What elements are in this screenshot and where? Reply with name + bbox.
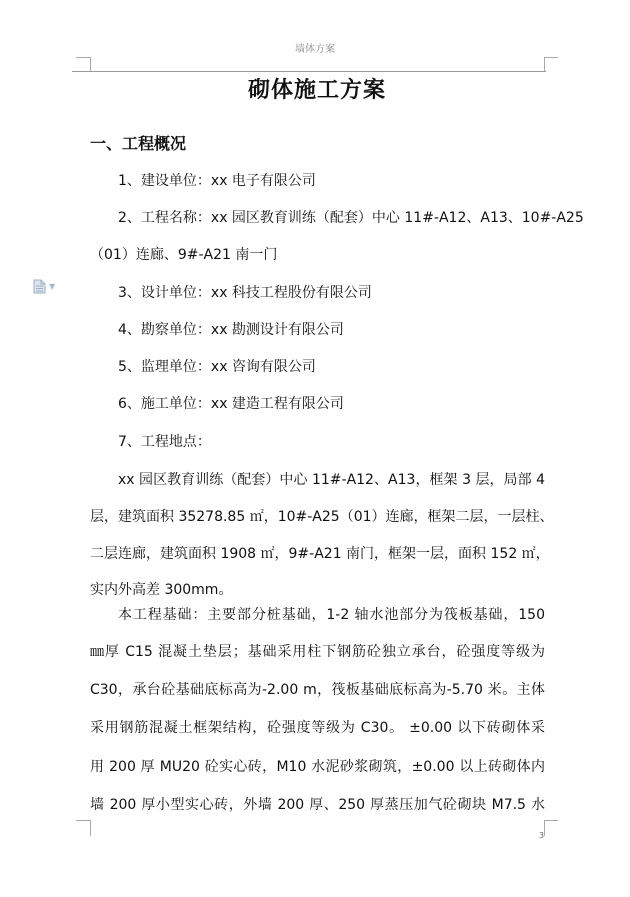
body-line: 本工程基础：主要部分桩基础，1-2 轴水池部分为筏板基础，150 xyxy=(118,607,545,623)
body-line: 7、工程地点： xyxy=(118,434,211,450)
crop-mark-bottom-right xyxy=(544,820,545,836)
crop-mark-bottom-right xyxy=(544,820,558,821)
crop-mark-bottom-left xyxy=(90,820,91,836)
section-heading: 一、工程概况 xyxy=(90,134,187,153)
crop-mark-top-right xyxy=(544,57,558,58)
body-line: 2、工程名称：xx 园区教育训练（配套）中心 11#-A12、A13、10#-A25 xyxy=(118,210,584,226)
body-line: 1、建设单位：xx 电子有限公司 xyxy=(118,173,316,189)
body-line: 4、勘察单位：xx 勘测设计有限公司 xyxy=(118,322,344,338)
body-line: 层，建筑面积 35278.85 ㎡，10#-A25（01）连廊，框架二层，一层柱、 xyxy=(90,509,554,525)
body-line: xx 园区教育训练（配套）中心 11#-A12、A13，框架 3 层，局部 4 xyxy=(118,472,545,488)
header-rule xyxy=(72,71,546,72)
crop-mark-top-left xyxy=(76,57,90,58)
body-line: C30，承台砼基础底标高为-2.00 m，筏板基础底标高为-5.70 米。主体 xyxy=(90,682,545,698)
document-icon xyxy=(33,279,46,294)
crop-mark-top-right xyxy=(544,57,545,71)
body-line: 实内外高差 300mm。 xyxy=(90,582,233,598)
body-line: 6、施工单位：xx 建造工程有限公司 xyxy=(118,396,344,412)
body-line: 5、监理单位：xx 咨询有限公司 xyxy=(118,359,316,375)
dropdown-arrow-icon: ▼ xyxy=(49,281,56,291)
body-line: 采用钢筋混凝土框架结构，砼强度等级为 C30。 ±0.00 以下砖砌体采 xyxy=(90,720,545,736)
page-header: 墙体方案 xyxy=(295,44,335,55)
body-line: 用 200 厚 MU20 砼实心砖，M10 水泥砂浆砌筑，±0.00 以上砖砌体内 xyxy=(90,759,545,775)
document-title: 砌体施工方案 xyxy=(247,77,386,103)
body-line: （01）连廊、9#-A21 南一门 xyxy=(90,247,278,263)
page-number: 3 xyxy=(539,831,545,840)
crop-mark-bottom-left xyxy=(76,820,90,821)
body-line: 3、设计单位：xx 科技工程股份有限公司 xyxy=(118,285,372,301)
body-line: ㎜厚 C15 混凝土垫层；基础采用柱下钢筋砼独立承台，砼强度等级为 xyxy=(90,644,545,660)
crop-mark-top-left xyxy=(90,57,91,71)
paragraph-options-button[interactable] xyxy=(33,278,61,294)
body-line: 二层连廊，建筑面积 1908 ㎡，9#-A21 南门，框架一层，面积 152 ㎡， xyxy=(90,546,550,562)
body-line: 墙 200 厚小型实心砖，外墙 200 厚、250 厚蒸压加气砼砌块 M7.5 水 xyxy=(90,797,545,813)
